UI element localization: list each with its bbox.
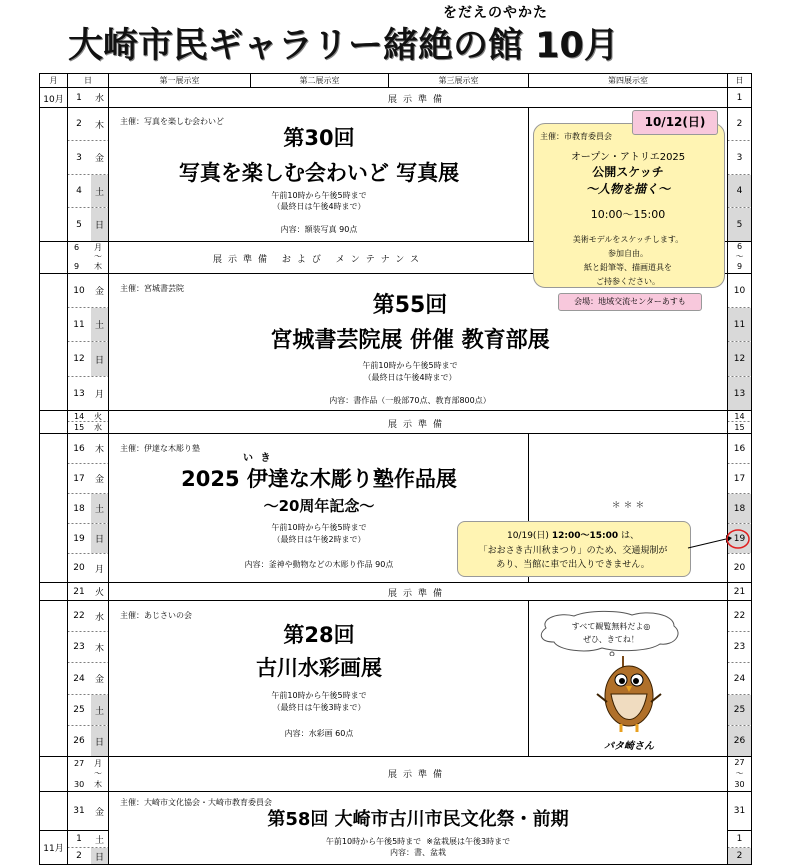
weekday: 水	[94, 612, 104, 623]
header-month: 月	[49, 76, 58, 85]
day-number-right: 5	[736, 219, 743, 230]
day-number: 12	[73, 354, 85, 364]
weekday: 木	[94, 643, 104, 654]
ex1-hours: 午前10時から午後5時まで	[271, 191, 367, 200]
month-oct: 10月	[43, 94, 64, 105]
atelier-desc-1: 美術モデルをスケッチします。	[572, 235, 684, 244]
day-number: 5	[76, 219, 82, 230]
prep-row-27: 展示準備	[387, 770, 448, 780]
ex3-host: 主催：伊達な木彫り塾	[120, 444, 200, 453]
day-number: 17	[73, 473, 85, 484]
weekday: 土	[94, 187, 104, 198]
ex4-host: 主催：あじさいの会	[120, 611, 192, 620]
atelier-time: 10:00〜15:00	[590, 208, 666, 221]
ex4-content: 内容：水彩画 60点	[284, 729, 354, 738]
range-14-15-right: 14 15	[734, 412, 745, 432]
ex4-number: 第28回	[283, 623, 355, 647]
ex2-title: 宮城書芸院展 併催 教育部展	[270, 328, 550, 353]
ex2-content: 内容：書作品（一般部70点、教育部800点）	[329, 396, 491, 405]
day-number-right: 13	[733, 388, 746, 399]
day-number-right: 26	[733, 736, 746, 746]
range-27-30-right: 27 〜 30	[734, 758, 745, 789]
weekday: 日	[94, 221, 104, 231]
atelier-subtitle: 公開スケッチ	[592, 165, 664, 179]
notice-line-1: 10/19(日) 12:00〜15:00 は、	[506, 531, 640, 541]
ex1-number: 第30回	[283, 126, 355, 150]
header-day: 日	[84, 76, 92, 85]
weekday: 金	[94, 807, 104, 818]
day-number: 4	[76, 186, 82, 196]
weekday: 土	[94, 505, 104, 515]
ex1-host: 主催：写真を楽しむ会わいど	[120, 117, 224, 126]
day-number-right: 3	[736, 152, 743, 163]
day-number: 10	[73, 285, 85, 296]
header-room4: 第四展示室	[608, 76, 648, 85]
ex5-hours: 午前10時から午後5時まで ※盆栽展は午後3時まで	[325, 837, 511, 846]
ex3-title: 2025 伊達な木彫り塾作品展	[181, 467, 457, 491]
day-number-right: 20	[733, 563, 746, 573]
range-6-9-right: 6 〜 9	[735, 242, 744, 271]
header-day-right: 日	[735, 76, 744, 85]
day-number: 24	[73, 673, 85, 684]
day-number: 11	[73, 319, 85, 330]
day-number-right: 19	[733, 533, 746, 544]
day-number: 19	[73, 533, 85, 544]
atelier-theme: 〜人物を描く〜	[585, 182, 670, 196]
day-number-right: 22	[733, 611, 746, 621]
bubble-line-2: ぜひ、きてね！	[583, 635, 639, 644]
day-number: 20	[73, 563, 85, 573]
atelier-desc-2: 参加自由。	[608, 249, 648, 258]
header-room2: 第二展示室	[299, 76, 340, 85]
day-number-right: 1	[736, 834, 743, 844]
ex3-last: （最終日は午後2時まで）	[272, 535, 366, 544]
day-number: 2	[76, 851, 82, 861]
ex5-title: 第58回 大崎市古川市民文化祭・前期	[267, 809, 569, 830]
mascot-name: パタ崎さん	[604, 741, 654, 752]
weekday: 木	[94, 445, 104, 455]
range-6-9: 6 月 〜 9 木	[74, 243, 102, 271]
day-number-right: 4	[736, 186, 743, 196]
prep-row-maint: 展示準備 および メンテナンス	[212, 255, 425, 265]
weekday: 土	[94, 706, 104, 717]
atelier-host: 主催：市教育委員会	[540, 132, 612, 141]
notice-line-2: 「おおさき古川秋まつり」のため、交通規制が	[478, 546, 668, 556]
day-number-right: 11	[733, 319, 746, 330]
page-title: 大崎市民ギャラリー緒絶の館 10月	[68, 26, 619, 66]
day-number-right: 12	[733, 354, 746, 364]
range-14-15: 14 火 15 水	[74, 412, 102, 432]
weekday: 金	[94, 154, 104, 164]
day-number-right: 2	[736, 851, 743, 861]
speech-bubble	[536, 610, 686, 656]
room4-stars: ＊ ＊ ＊	[611, 501, 645, 511]
day-number-right: 21	[733, 586, 746, 597]
weekday: 土	[94, 835, 104, 846]
ex3-hours: 午前10時から午後5時まで	[271, 523, 367, 532]
weekday: 日	[94, 355, 104, 366]
weekday: 月	[94, 390, 104, 400]
title-ruby: をだえのやかた	[443, 5, 548, 21]
ex3-ruby: い き	[243, 453, 273, 464]
day-number: 23	[73, 642, 85, 652]
weekday: 金	[94, 475, 104, 485]
ex5-content: 内容：書、盆栽	[390, 848, 446, 857]
atelier-date: 10/12(日)	[632, 110, 718, 135]
day-number-right: 23	[733, 642, 746, 652]
day-number-right: 17	[733, 473, 746, 484]
ex3-subtitle: 〜20周年記念〜	[263, 497, 375, 515]
weekday: 日	[94, 535, 104, 545]
mascot-illustration	[593, 654, 669, 734]
day-number: 1	[76, 834, 82, 844]
day-number: 2	[76, 119, 82, 129]
day-number-right: 10	[733, 285, 746, 296]
weekday: 水	[94, 94, 104, 104]
ex2-hours: 午前10時から午後5時まで	[362, 361, 458, 370]
ex5-host: 主催：大崎市文化協会・大崎市教育委員会	[120, 798, 272, 807]
day-number: 25	[73, 705, 85, 715]
month-nov: 11月	[43, 844, 64, 854]
ex3-content: 内容：釜神や動物などの木彫り作品 90点	[244, 560, 394, 569]
bubble-line-1: すべて観覧無料だよ◎	[571, 622, 651, 631]
day-number: 21	[73, 586, 85, 597]
ex1-last: （最終日は午後4時まで）	[272, 202, 366, 211]
ex1-title: 写真を楽しむ会わいど 写真展	[178, 161, 460, 185]
ex1-content: 内容：額装写真 90点	[280, 225, 358, 234]
day-number: 1	[76, 92, 82, 103]
day-number: 26	[73, 736, 85, 746]
prep-row-1: 展示準備	[387, 95, 448, 105]
day-number: 13	[73, 388, 85, 399]
atelier-desc-4: ご持参ください。	[596, 277, 660, 286]
weekday: 木	[94, 120, 104, 131]
day-number: 16	[73, 443, 85, 454]
day-number-right: 18	[733, 503, 746, 514]
weekday: 月	[94, 564, 104, 575]
notice-line-3: あり、当館に車で出入りできません。	[496, 560, 650, 570]
ex2-host: 主催：宮城書芸院	[120, 284, 184, 293]
day-number-right: 24	[733, 673, 746, 684]
atelier-title: オープン・アトリエ2025	[570, 152, 686, 163]
weekday: 金	[94, 287, 104, 297]
day-number-right: 31	[733, 806, 746, 816]
day-number: 22	[73, 611, 85, 621]
ex2-last: （最終日は午後4時まで）	[363, 373, 457, 382]
ex2-number: 第55回	[372, 293, 448, 318]
day-number-right: 25	[733, 705, 746, 715]
header-room1: 第一展示室	[159, 76, 200, 85]
weekday: 火	[94, 588, 104, 598]
range-27-30: 27 月 〜 30 木	[74, 759, 102, 789]
header-room3: 第三展示室	[438, 76, 479, 85]
day-number-right: 1	[736, 92, 743, 103]
day-number-right: 16	[733, 443, 746, 454]
day-number: 18	[73, 503, 85, 514]
day-number-right: 2	[736, 119, 743, 129]
ex4-title: 古川水彩画展	[256, 656, 382, 680]
weekday: 日	[94, 852, 104, 863]
atelier-venue: 会場：地域交流センターあすも	[558, 293, 702, 311]
notice-arrow	[686, 526, 752, 554]
weekday: 金	[94, 675, 104, 685]
prep-row-21: 展示準備	[387, 589, 448, 599]
ex4-hours: 午前10時から午後5時まで	[271, 691, 367, 700]
day-number: 3	[76, 152, 82, 163]
atelier-desc-3: 紙と鉛筆等、描画道具を	[584, 263, 672, 272]
weekday: 日	[94, 737, 104, 748]
weekday: 土	[94, 321, 104, 331]
day-number: 31	[73, 806, 85, 816]
ex4-last: （最終日は午後3時まで）	[272, 703, 366, 712]
prep-row-14: 展示準備	[387, 420, 448, 430]
